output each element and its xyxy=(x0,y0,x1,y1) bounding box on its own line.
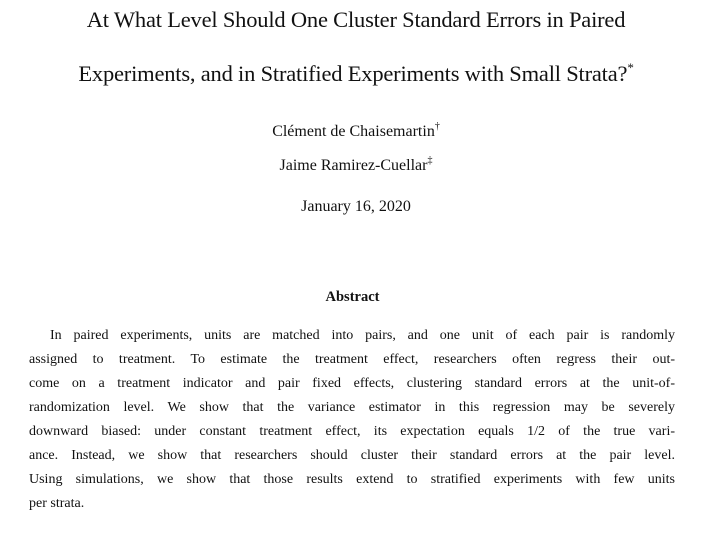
abstract-line: come on a treatment indicator and pair fixed effects, clustering standard errors at the unit-of- xyxy=(29,376,675,391)
abstract-line: downward biased: under constant treatment effect, its expectation equals 1/2 of the true vari- xyxy=(29,424,675,439)
abstract-line: ance. Instead, we show that researchers should cluster their standard errors at the pair level. xyxy=(29,448,675,463)
author-2-footnote-mark: ‡ xyxy=(427,155,433,166)
author-2-name: Jaime Ramirez-Cuellar xyxy=(279,157,428,174)
author-2 xyxy=(0,157,712,175)
title-text-2: Experiments, and in Stratified Experiments with Small Strata? xyxy=(78,61,628,86)
paper-title-line-1 xyxy=(0,7,712,33)
author-1-footnote-mark: † xyxy=(434,121,440,132)
paper-date: January 16, 2020 xyxy=(301,198,411,215)
title-footnote-mark: * xyxy=(627,60,634,75)
paper-title-line-2 xyxy=(0,61,712,87)
abstract-line: randomization level. We show that the variance estimator in this regression may be severely xyxy=(29,400,675,415)
abstract-line: Using simulations, we show that those results extend to stratified experiments with few units xyxy=(29,472,675,487)
author-1 xyxy=(0,123,712,141)
abstract-line: per strata. xyxy=(29,496,85,511)
author-1-name: Clément de Chaisemartin xyxy=(272,123,435,140)
title-text-1: At What Level Should One Cluster Standard Errors in Paired xyxy=(86,7,626,32)
abstract-line: In paired experiments, units are matched into pairs, and one unit of each pair is randomly xyxy=(50,328,675,343)
abstract-line: assigned to treatment. To estimate the treatment effect, researchers often regress their out- xyxy=(29,352,675,367)
abstract-heading: Abstract xyxy=(325,289,380,305)
